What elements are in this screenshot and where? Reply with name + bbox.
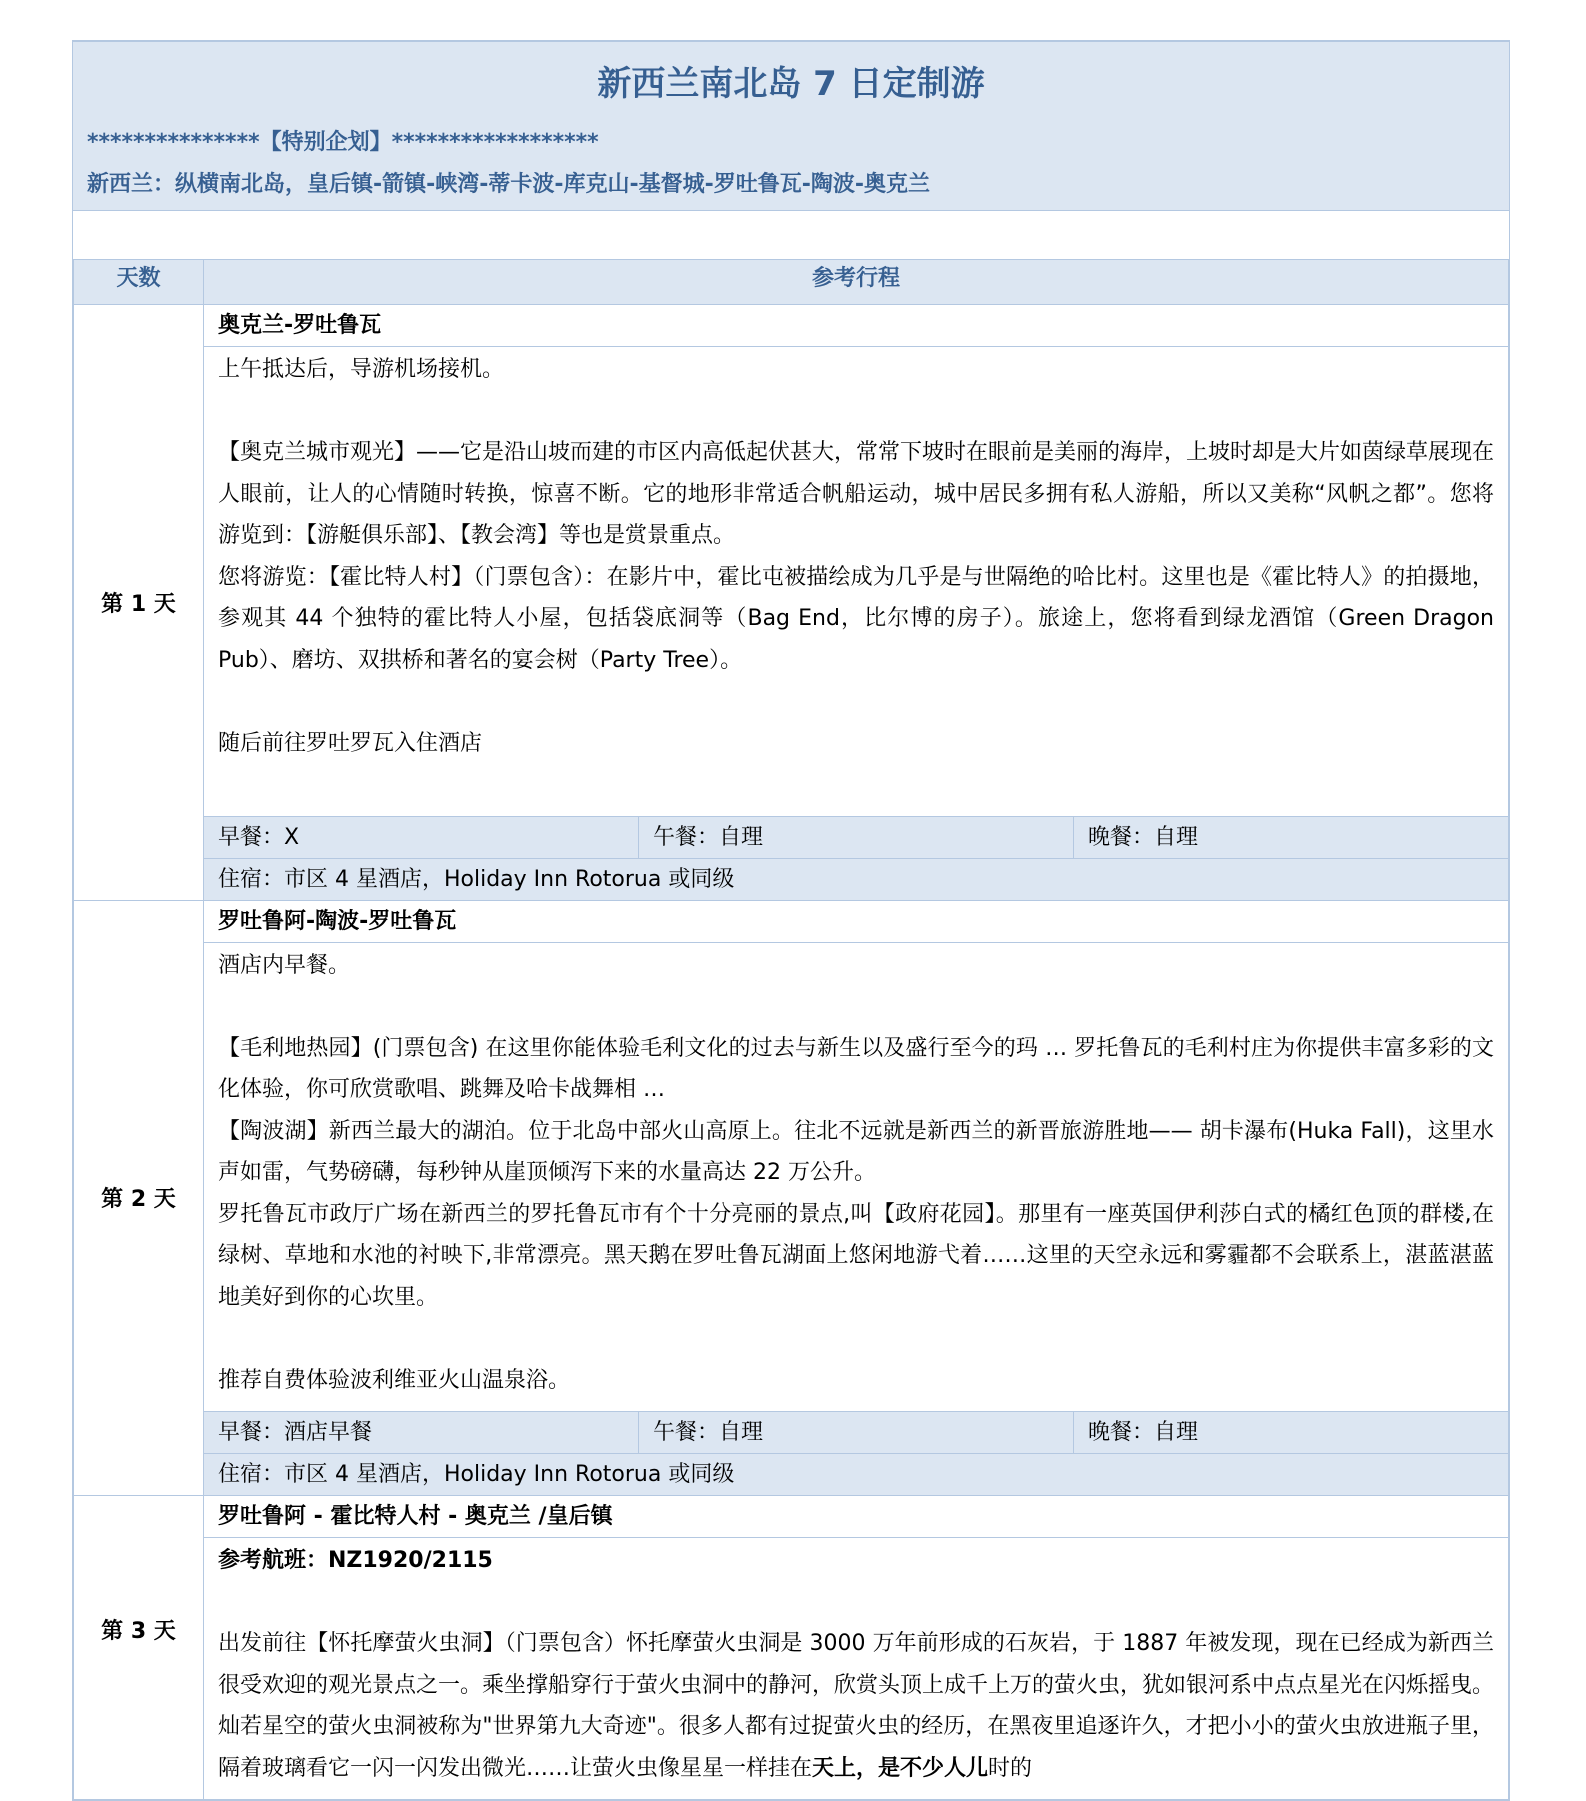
day-content: [204, 305, 1509, 901]
hotel-info: 住宿：市区 4 星酒店，Holiday Inn Rotorua 或同级: [204, 858, 1508, 900]
day-content: [204, 900, 1509, 1496]
paragraph: 【陶波湖】新西兰最大的湖泊。位于北岛中部火山高原上。往北不远就是新西兰的新晋旅游胜地—— 胡卡瀑布(Huka Fall)，这里水声如雷，气势磅礴，每秒钟从崖顶倾泻下来的水量高达 22 万公升。: [218, 1118, 1494, 1185]
itinerary-document: [72, 40, 1510, 1801]
day-route: 奥克兰-罗吐鲁瓦: [218, 313, 382, 338]
meals-row: [204, 816, 1508, 858]
paragraph: 随后前往罗吐罗瓦入住酒店: [218, 730, 483, 756]
paragraph: 推荐自费体验波利维亚火山温泉浴。: [218, 1367, 571, 1393]
itinerary-frame: [72, 40, 1510, 1801]
bold-phrase: 天上，是不少人儿: [812, 1755, 989, 1781]
day-route: 罗吐鲁阿-陶波-罗吐鲁瓦: [218, 908, 457, 934]
meals-row: [204, 1411, 1508, 1453]
day-content: [204, 1496, 1509, 1800]
day-description: [204, 942, 1508, 1412]
table-header-row: [74, 260, 1509, 305]
day-row: [74, 305, 1509, 901]
day-description: [204, 346, 1508, 816]
paragraph: [218, 764, 1494, 806]
paragraph: 【毛利地热园】(门票包含) 在这里你能体验毛利文化的过去与新生以及盛行至今的玛 … 罗托鲁瓦的毛利村庄为你提供丰富多彩的文化体验，你可欣赏歌唱、跳舞及哈卡战舞相 …: [218, 1035, 1494, 1102]
spacer-row: [73, 210, 1509, 259]
paragraph: [218, 681, 1494, 723]
breakfast: 早餐：酒店早餐: [204, 1412, 639, 1453]
dinner: 晚餐：自理: [1088, 824, 1199, 850]
itinerary-table: [73, 259, 1509, 1800]
paragraph-text: 出发前往【怀托摩萤火虫洞】（门票包含）怀托摩萤火虫洞是 3000 万年前形成的石灰岩，于 1887 年被发现，现在已经成为新西兰很受欢迎的观光景点之一。乘坐撑船穿行于萤火虫洞中的静河，欣赏头顶上成千上万的萤火虫，犹如银河系中点点星光在闪烁摇曳。灿若星空的萤火虫洞被称为"世界第九大奇迹"。很多人都有过捉萤火虫的经历，在黑夜里追逐许久，才把小小的萤火虫放进瓶子里，隔着玻璃看它一闪一闪发出微光……让萤火虫像星星一样挂在: [218, 1631, 1495, 1781]
flight-info: 参考航班：NZ1920/2115: [218, 1548, 493, 1573]
lunch: 午餐：自理: [639, 1412, 1074, 1453]
day-row: [74, 900, 1509, 1496]
route-summary: 新西兰：纵横南北岛，皇后镇-箭镇-峡湾-蒂卡波-库克山-基督城-罗吐鲁瓦-陶波-奥克兰: [87, 172, 931, 197]
day-route: 罗吐鲁阿 - 霍比特人村 - 奥克兰 /皇后镇: [218, 1504, 613, 1529]
lunch: 午餐：自理: [639, 817, 1074, 858]
special-banner: ***************【特别企划】******************: [87, 130, 599, 155]
paragraph: 【奥克兰城市观光】——它是沿山坡而建的市区内高低起伏甚大，常常下坡时在眼前是美丽的海岸，上坡时却是大片如茵绿草展现在人眼前，让人的心情随时转换，惊喜不断。它的地形非常适合帆船运动，城中居民多拥有私人游船，所以又美称“风帆之都”。您将游览到：【游艇俱乐部】、【教会湾】等也是赏景重点。: [218, 440, 1495, 548]
day-label: 第 1 天: [74, 305, 204, 901]
paragraph: 上午抵达后，导游机场接机。: [218, 357, 505, 382]
day-label: 第 3 天: [74, 1496, 204, 1800]
paragraph: 酒店内早餐。: [218, 952, 351, 978]
paragraph: 您将游览：【霍比特人村】（门票包含）：在影片中，霍比屯被描绘成为几乎是与世隔绝的哈比村。这里也是《霍比特人》的拍摄地，参观其 44 个独特的霍比特人小屋，包括袋底洞等（Bag End，比尔博的房子）。旅途上，您将看到绿龙酒馆（Green Dragon Pub）、磨坊、双拱桥和著名的宴会树（Party Tree）。: [218, 564, 1494, 673]
day-label: 第 2 天: [74, 900, 204, 1496]
dinner: 晚餐：自理: [1088, 1420, 1199, 1445]
column-header-day: 天数: [74, 260, 204, 305]
column-header-itinerary: 参考行程: [204, 260, 1509, 305]
hotel-info: 住宿：市区 4 星酒店，Holiday Inn Rotorua 或同级: [204, 1453, 1508, 1495]
breakfast: 早餐：X: [204, 817, 639, 858]
day-description: [204, 1537, 1508, 1799]
title-block: [73, 42, 1509, 210]
page-title: 新西兰南北岛 7 日定制游: [597, 64, 985, 104]
paragraph: [218, 391, 1494, 433]
paragraph-tail: 时的: [988, 1755, 1033, 1781]
paragraph: [218, 1318, 1494, 1360]
paragraph: 罗托鲁瓦市政厅广场在新西兰的罗托鲁瓦市有个十分亮丽的景点,叫【政府花园】。那里有一座英国伊利莎白式的橘红色顶的群楼,在绿树、草地和水池的衬映下,非常漂亮。黑天鹅在罗吐鲁瓦湖面上悠闲地游弋着……这里的天空永远和雾霾都不会联系上，湛蓝湛蓝地美好到你的心坎里。: [218, 1201, 1494, 1310]
day-row: [74, 1496, 1509, 1800]
paragraph: [218, 1623, 1494, 1789]
paragraph: [218, 1582, 1494, 1624]
paragraph: [218, 986, 1494, 1028]
